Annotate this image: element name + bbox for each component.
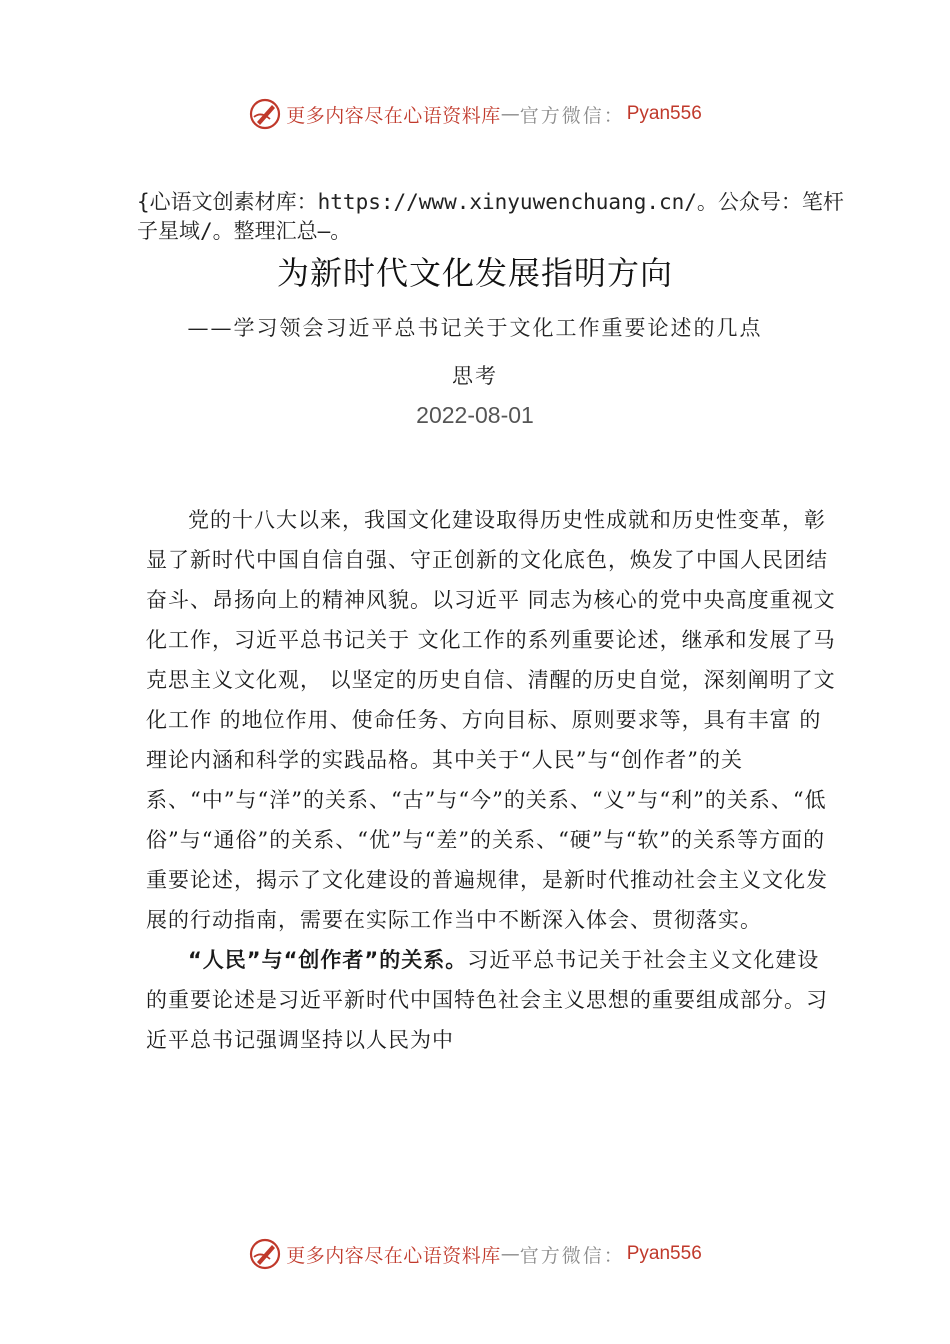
banner-dash: — (500, 103, 520, 125)
section-body: 习近平总书记关于社会主义文化建设的重要论述是习近平新时代中国特色社会主义思想的重要组成部分。习近平总书记强调坚持以人民为中 (146, 948, 828, 1052)
header-watermark-banner (0, 94, 950, 134)
quill-pen-icon (248, 1237, 282, 1271)
document-title: 为新时代文化发展指明方向 (276, 254, 673, 292)
banner-wechat-id: Pyan556 (626, 1243, 702, 1264)
paragraph-people-creators (146, 940, 836, 1060)
section-heading: “人民”与“创作者”的关系。 (188, 948, 468, 972)
document-subtitle-continued: 思考 (452, 364, 498, 388)
article-body (146, 500, 836, 1060)
paragraph-intro: 党的十八大以来，我国文化建设取得历史性成就和历史性变革，彰显了新时代中国自信自强、守正创新的文化底色，焕发了中国人民团结奋斗、昂扬向上的精神风貌。以习近平 同志为核心的党中央高度重视文化工作，习近平总书记关于 文化工作的系列重要论述，继承和发展了马克思主义文化观， 以坚定的历史自信、清醒的历史自觉，深刻阐明了文化工作 的地位作用、使命任务、方向目标、原则要求等，具有丰富 的理论内涵和科学的实践品格。其中关于“人民”与“创作者”的关系、“中”与“洋”的关系、“古”与“今”的关系、“义”与“利”的关系、“低俗”与“通俗”的关系、“优”与“差”的关系、“硬”与“软”的关系等方面的重要论述，揭示了文化建设的普遍规律，是新时代推动社会主义文化发展的行动指南，需要在实际工作当中不断深入体会、贯彻落实。 (146, 508, 836, 932)
document-subtitle: ——学习领会习近平总书记关于文化工作重要论述的几点 (187, 316, 763, 340)
quill-pen-icon (248, 97, 282, 131)
banner-main-text: 更多内容尽在心语资料库 (286, 104, 501, 127)
publish-date: 2022-08-01 (416, 402, 534, 428)
banner-main-text: 更多内容尽在心语资料库 (286, 1244, 501, 1267)
banner-wechat-id: Pyan556 (626, 103, 702, 124)
banner-wechat-label: 官方微信： (519, 104, 625, 127)
banner-wechat-label: 官方微信： (519, 1244, 625, 1267)
source-note: {心语文创素材库：https://www.xinyuwenchuang.cn/。公众号：笔杆子星域/。整理汇总—。 (137, 190, 844, 243)
banner-dash: — (500, 1243, 520, 1265)
footer-watermark-banner (0, 1234, 950, 1274)
